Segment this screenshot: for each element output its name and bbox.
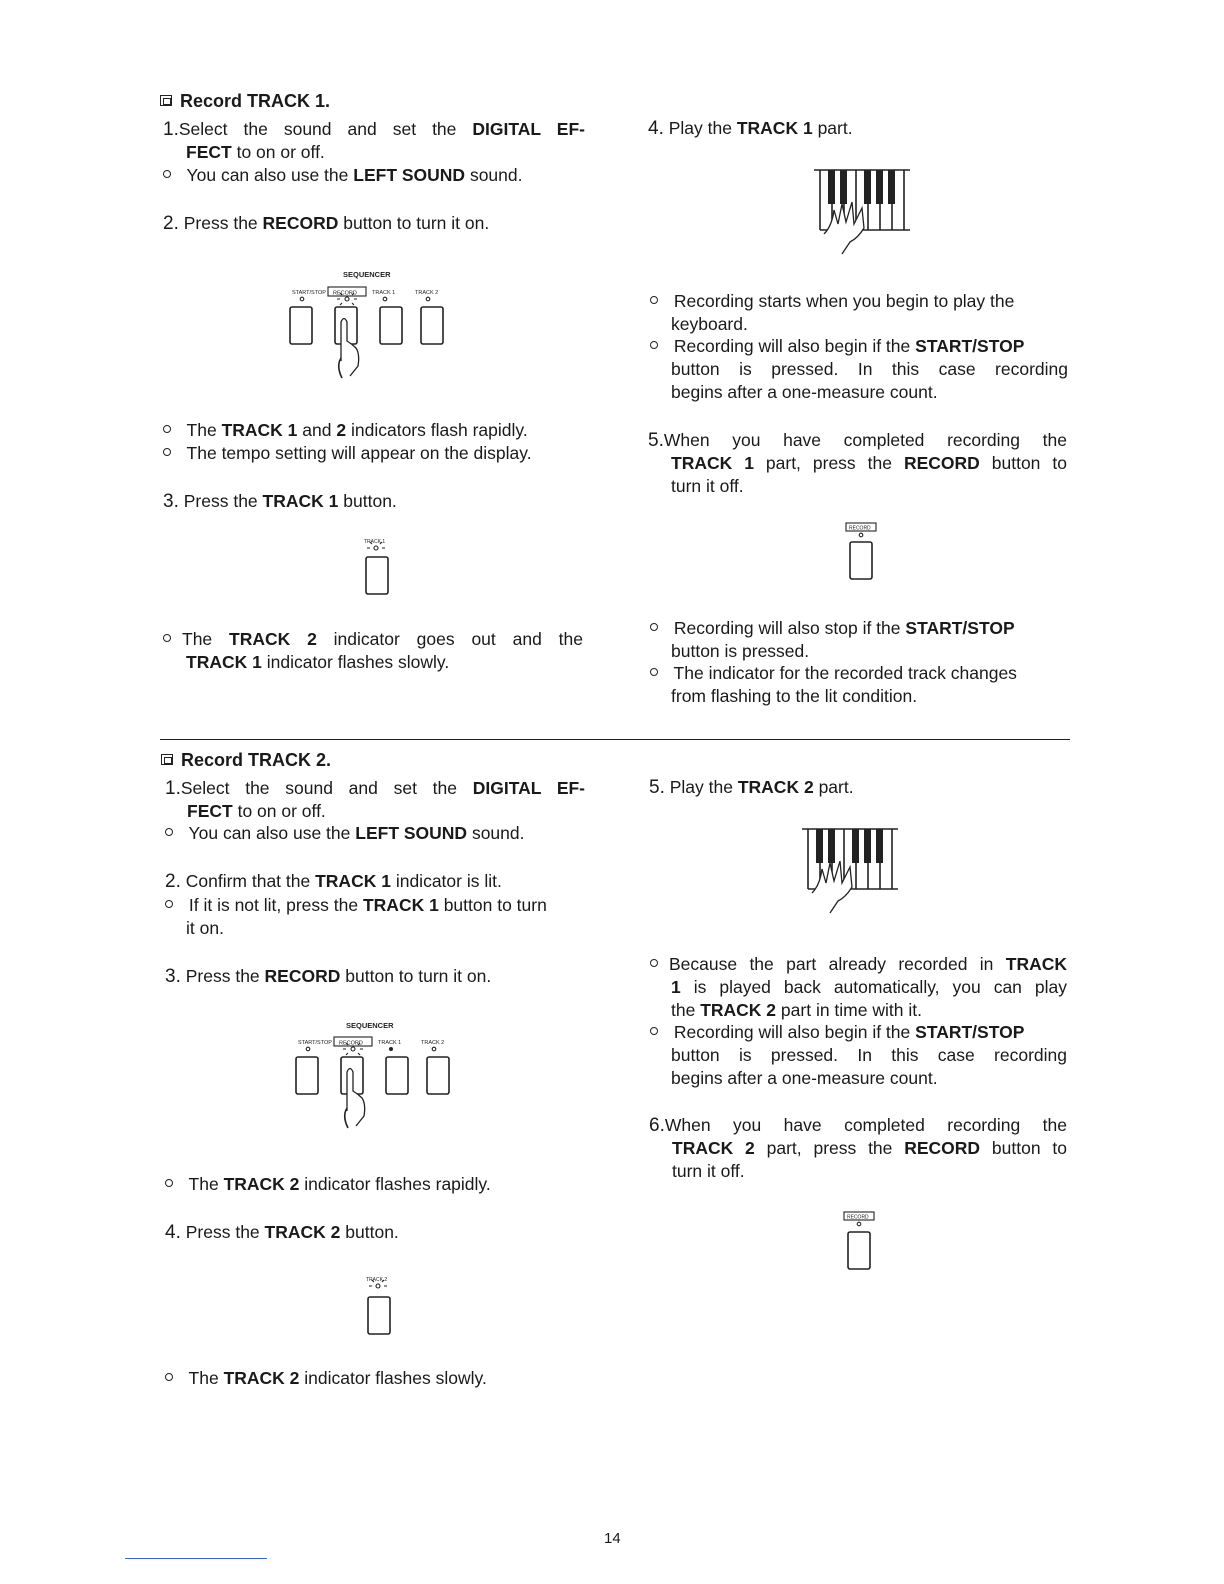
- sequencer-label: SEQUENCER: [346, 1021, 394, 1030]
- s2-left-bullet1: You can also use the LEFT SOUND sound.: [165, 822, 525, 845]
- track2-led: [432, 1047, 436, 1051]
- s2-right-bullet1-line1: Because the part already recorded in TRACK: [650, 953, 1067, 976]
- track2-led: [426, 297, 430, 301]
- record-led: [859, 533, 863, 537]
- s2-left-bullet2-line2: it on.: [186, 918, 224, 938]
- s1-step3: 3. Press the TRACK 1 button.: [163, 491, 397, 512]
- s2-step6-line1: 6.When you have completed recording the: [649, 1115, 1067, 1136]
- s2-step4: 4. Press the TRACK 2 button.: [165, 1222, 399, 1243]
- track1-label: TRACK 1: [378, 1040, 402, 1046]
- start-stop-led: [306, 1047, 310, 1051]
- s1-left-bullet1: You can also use the LEFT SOUND sound.: [163, 164, 523, 187]
- s1-step5-line2: TRACK 1 part, press the RECORD button to: [671, 453, 1067, 473]
- track1-small-label: TRACK 1: [364, 539, 386, 545]
- s1-right-bullet2-line3: begins after a one-measure count.: [671, 382, 938, 402]
- record-label: RECORD: [339, 1040, 363, 1047]
- s1-right-bullet1-line1: Recording starts when you begin to play the: [650, 290, 1014, 313]
- s1-right-bullet2-line2: button is pressed. In this case recording: [671, 359, 1068, 379]
- track2-button[interactable]: [427, 1057, 449, 1094]
- sequencer-panel-illustration: [294, 1017, 464, 1147]
- s2-right-bullet2-line1: Recording will also begin if the START/STOP: [650, 1021, 1024, 1044]
- s1-left-bullet2: The TRACK 1 and 2 indicators flash rapidly.: [163, 419, 528, 442]
- record-button-illustration: [843, 521, 883, 583]
- page-number: 14: [604, 1530, 621, 1547]
- pressing-finger-icon: [347, 1069, 365, 1127]
- section-divider: [160, 739, 1070, 740]
- track1-button[interactable]: [386, 1057, 408, 1094]
- sequencer-label: SEQUENCER: [343, 270, 391, 279]
- s2-step5: 5. Play the TRACK 2 part.: [649, 777, 854, 798]
- track2-button[interactable]: [421, 307, 443, 344]
- s2-left-bullet3: The TRACK 2 indicator flashes rapidly.: [165, 1173, 491, 1196]
- section-box-icon: [160, 95, 172, 106]
- s2-right-bullet1-line3: the TRACK 2 part in time with it.: [671, 1000, 922, 1020]
- keyboard-hand-illustration: [812, 168, 912, 256]
- s1-step5-line1: 5.When you have completed recording the: [648, 430, 1067, 451]
- s2-left-bullet2-line1: If it is not lit, press the TRACK 1 button to turn: [165, 894, 547, 917]
- pressing-finger-icon: [341, 319, 359, 377]
- record-small-label: RECORD: [849, 525, 871, 532]
- s1-left-bullet4-line2: TRACK 1 indicator flashes slowly.: [186, 652, 450, 672]
- record-button-illustration: [841, 1210, 881, 1274]
- s2-step6-line2: TRACK 2 part, press the RECORD button to: [672, 1138, 1067, 1158]
- track1-button[interactable]: [366, 557, 388, 594]
- s2-step1-line1: 1.Select the sound and set the DIGITAL EF-: [165, 778, 586, 799]
- section2-heading: Record TRACK 2.: [161, 749, 331, 772]
- record-button[interactable]: [850, 542, 872, 579]
- track1-label: TRACK 1: [372, 290, 396, 296]
- s1-right-bullet4-line2: from flashing to the lit condition.: [671, 686, 918, 706]
- s1-step1-line2: FECT to on or off.: [186, 142, 325, 162]
- track2-small-label: TRACK 2: [366, 1277, 388, 1283]
- track2-label: TRACK 2: [415, 290, 439, 296]
- section1-heading: Record TRACK 1.: [160, 90, 330, 113]
- s2-step3: 3. Press the RECORD button to turn it on.: [165, 966, 492, 987]
- sequencer-panel-illustration: [288, 266, 458, 396]
- s1-right-bullet2-line1: Recording will also begin if the START/STOP: [650, 335, 1024, 358]
- s1-step2: 2. Press the RECORD button to turn it on.: [163, 213, 490, 234]
- s1-right-bullet1-line2: keyboard.: [671, 314, 748, 334]
- s1-right-bullet3-line2: button is pressed.: [671, 641, 810, 661]
- record-label: RECORD: [333, 290, 357, 297]
- s2-right-bullet2-line3: begins after a one-measure count.: [671, 1068, 938, 1088]
- track1-button-illustration: [362, 535, 402, 597]
- keyboard-hand-illustration: [800, 827, 900, 915]
- s1-step1-line1: 1.Select the sound and set the DIGITAL EF-: [163, 119, 585, 140]
- s1-right-bullet4-line1: The indicator for the recorded track changes: [650, 662, 1017, 685]
- s1-right-bullet3-line1: Recording will also stop if the START/STOP: [650, 617, 1015, 640]
- track1-led: [389, 1047, 393, 1051]
- track1-led: [383, 297, 387, 301]
- s1-step4: 4. Play the TRACK 1 part.: [648, 118, 853, 139]
- record-button[interactable]: [848, 1232, 870, 1269]
- footer-line: [125, 1558, 267, 1559]
- s2-step1-line2: FECT to on or off.: [187, 801, 326, 821]
- s1-left-bullet3: The tempo setting will appear on the display.: [163, 442, 532, 465]
- track2-label: TRACK 2: [421, 1040, 445, 1046]
- s2-step6-line3: turn it off.: [672, 1161, 745, 1181]
- track2-button-illustration: [364, 1273, 404, 1337]
- s2-right-bullet2-line2: button is pressed. In this case recording: [671, 1045, 1067, 1065]
- track2-button[interactable]: [368, 1297, 390, 1334]
- s2-step2: 2. Confirm that the TRACK 1 indicator is lit.: [165, 871, 502, 892]
- record-small-label: RECORD: [847, 1214, 869, 1221]
- s1-step5-line3: turn it off.: [671, 476, 744, 496]
- start-stop-label: START/STOP: [298, 1040, 332, 1046]
- section-box-icon: [161, 754, 173, 765]
- track1-button[interactable]: [380, 307, 402, 344]
- start-stop-led: [300, 297, 304, 301]
- record-led: [857, 1222, 861, 1226]
- start-stop-label: START/STOP: [292, 290, 326, 296]
- s2-right-bullet1-line2: 1 is played back automatically, you can play: [671, 977, 1067, 997]
- start-stop-button[interactable]: [290, 307, 312, 344]
- s1-left-bullet4-line1: The TRACK 2 indicator goes out and the: [163, 628, 583, 651]
- s2-left-bullet4: The TRACK 2 indicator flashes slowly.: [165, 1367, 487, 1390]
- start-stop-button[interactable]: [296, 1057, 318, 1094]
